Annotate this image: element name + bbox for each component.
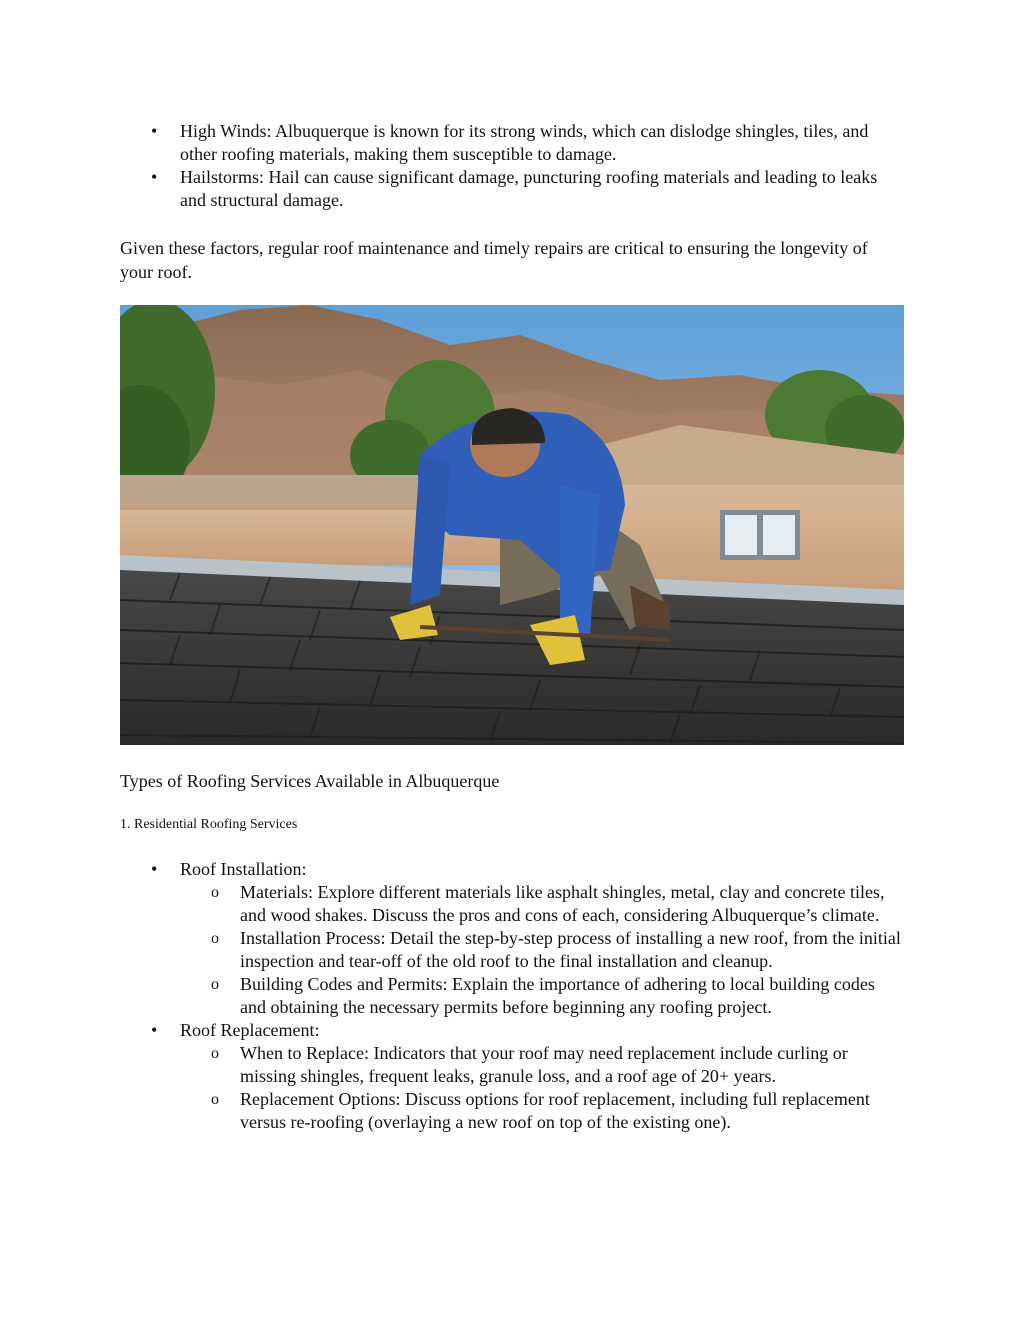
sub-item-text: Building Codes and Permits: Explain the importance of adhering to local building codes and obtaining the necessary permits before beginning any roofing project. bbox=[240, 974, 875, 1017]
list-item bbox=[180, 1042, 904, 1088]
intro-section bbox=[120, 120, 904, 284]
circle-bullet-icon: o bbox=[211, 884, 219, 901]
circle-bullet-icon: o bbox=[211, 1045, 219, 1062]
sub-item-text: Replacement Options: Discuss options for roof replacement, including full replacement versus re-roofing (overlaying a new roof on top of the existing one). bbox=[240, 1089, 870, 1132]
list-item bbox=[120, 166, 904, 212]
bullet-icon: • bbox=[151, 859, 158, 879]
section-subheading: 1. Residential Roofing Services bbox=[120, 817, 298, 832]
bullet-icon: • bbox=[151, 121, 158, 141]
bullet-icon: • bbox=[151, 1020, 158, 1040]
sub-item-text: When to Replace: Indicators that your roof may need replacement include curling or missing shingles, frequent leaks, granule loss, and a roof age of 20+ years. bbox=[240, 1043, 848, 1086]
intro-bullet-list bbox=[120, 120, 904, 212]
list-item bbox=[180, 881, 904, 927]
list-item bbox=[180, 973, 904, 1019]
circle-bullet-icon: o bbox=[211, 1091, 219, 1108]
list-item bbox=[180, 1088, 904, 1134]
sub-list bbox=[180, 881, 904, 1019]
list-item bbox=[180, 927, 904, 973]
service-label: Roof Replacement: bbox=[180, 1020, 320, 1040]
list-item bbox=[120, 858, 904, 1019]
list-item bbox=[120, 1019, 904, 1134]
circle-bullet-icon: o bbox=[211, 930, 219, 947]
list-item bbox=[120, 120, 904, 166]
circle-bullet-icon: o bbox=[211, 976, 219, 993]
body-paragraph: Given these factors, regular roof maintenance and timely repairs are critical to ensuring the longevity of your roof. bbox=[120, 238, 868, 282]
sub-list bbox=[180, 1042, 904, 1134]
services-bullet-list bbox=[120, 858, 904, 1134]
sub-item-text: Installation Process: Detail the step-by-step process of installing a new roof, from the initial inspection and tear-off of the old roof to the final installation and cleanup. bbox=[240, 928, 901, 971]
bullet-icon: • bbox=[151, 167, 158, 187]
sub-item-text: Materials: Explore different materials like asphalt shingles, metal, clay and concrete tiles, and wood shakes. Discuss the pros and cons of each, considering Albuquerque’s climate. bbox=[240, 882, 885, 925]
bullet-text: High Winds: Albuquerque is known for its strong winds, which can dislodge shingles, tiles, and other roofing materials, making them susceptible to damage. bbox=[180, 121, 869, 164]
services-section bbox=[120, 858, 904, 1134]
section-heading: Types of Roofing Services Available in Albuquerque bbox=[120, 771, 500, 791]
roofer-photo bbox=[120, 305, 904, 745]
bullet-text: Hailstorms: Hail can cause significant damage, puncturing roofing materials and leading to leaks and structural damage. bbox=[180, 167, 878, 210]
service-label: Roof Installation: bbox=[180, 859, 307, 879]
